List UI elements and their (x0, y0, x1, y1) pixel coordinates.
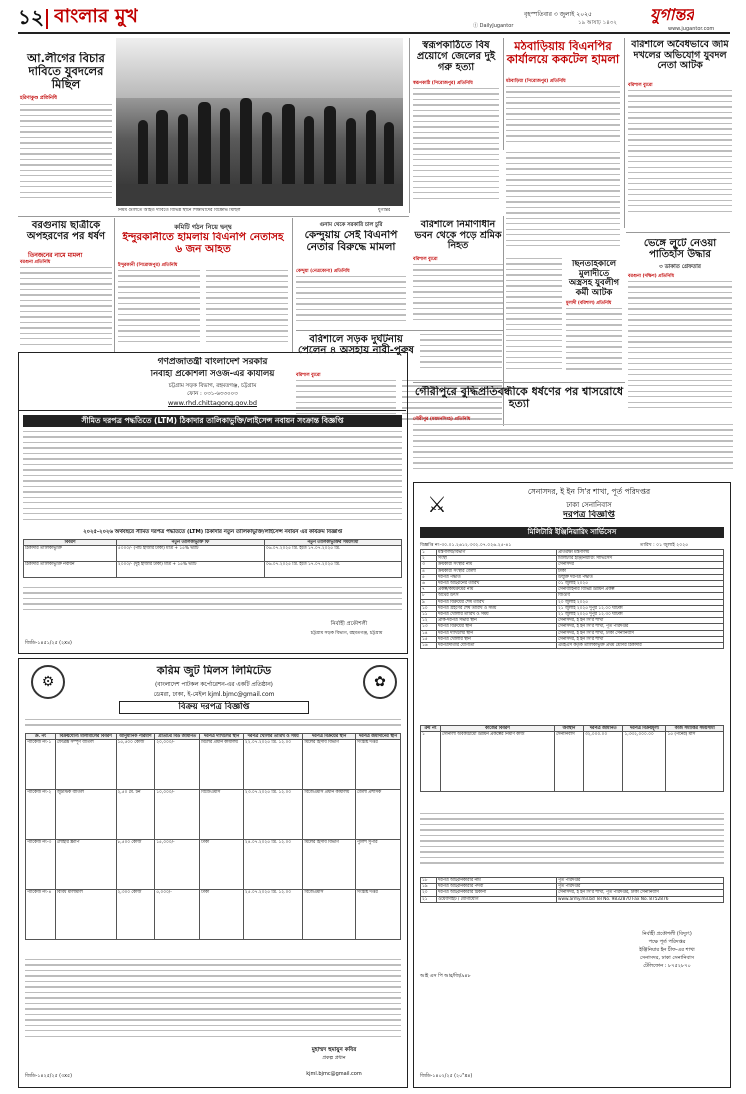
facebook-icon: ⓕ (473, 23, 479, 29)
headline-worker: বরিশালে নির্মাণাধীন ভবন থেকে পড়ে শ্রমিক নিহত (414, 220, 502, 252)
table-cell: ক্রয়কারী সংস্থার জেলা (437, 568, 557, 574)
headline-awami: আ.লীগের বিচার দাবিতে যুবদলের মিছিল (27, 52, 105, 91)
jute-title: বিক্রয় দরপত্র বিজ্ঞপ্তি (119, 701, 309, 714)
table-cell: ২১ জুলাই ২০২৫ দুপুর ১২.০০ ঘটিকা (557, 605, 724, 611)
table-row (421, 732, 724, 792)
table-cell: ৬ (421, 581, 437, 587)
army-table (420, 549, 724, 649)
table-cell: লোহার স্ক্র্যাপ (55, 840, 116, 890)
col-3: নতুন তালিকাভুক্তির সময়সীমা (264, 540, 401, 546)
table-cell: ২,৩০০ কেজি (116, 890, 155, 940)
section-title: বাংলার মুখ (54, 6, 139, 27)
website: www.jugantor.com (668, 26, 715, 32)
ad-army (413, 482, 731, 1088)
ad-ltm-office: নির্বাহী প্রকৌশলী সওজ-এর কার্যালয় (150, 370, 275, 379)
army-logo: ⚔ (427, 493, 447, 518)
renew-fee: ২০০০/- (দুই হাজার টাকা) মাত্র + ১৫% ভ্যাট (116, 562, 264, 578)
subhead-barguna: তিনজনের নামে মামলা (28, 252, 83, 259)
table-cell: সেনাসদর (557, 562, 724, 568)
table-cell: দরপত্র খোলার স্থান (437, 636, 557, 642)
jute-designation: প্রকল্প প্রধান (322, 1055, 346, 1061)
byline-accident: বরিশাল ব্যুরো (296, 373, 321, 378)
ad-ltm-sign-address: চট্টগ্রাম সড়ক বিভাগ, রহমতগঞ্জ, চট্টগ্রাম (310, 631, 383, 636)
photo-caption: নির্মম গুলিতে আহত দাবিতে বিভিন্ন স্থানে শিক্ষার্থীদের বিক্ষোভ মিছিল (118, 208, 241, 213)
table-cell: মিলের হিসাব বিভাগ (303, 740, 356, 790)
jute-terms (25, 959, 401, 1041)
army-work-table (420, 725, 724, 792)
table-cell: ০১ জুলাই ২০২৫ (557, 581, 724, 587)
jute-email[interactable]: kjml.bjmc@gmail.com (306, 1071, 362, 1077)
photo-credit: যুগান্তর (378, 208, 391, 213)
subhead-snatch: ৩ ডাকাত গ্রেফতার (659, 264, 701, 270)
table-cell: ২০,০০০/- (155, 740, 200, 790)
table-cell: সেনাসদর, ই ইন সি'র শাখা, ঢাকা সেনানিবাস (557, 630, 724, 636)
table-cell: সংস্থা (437, 556, 557, 562)
body-kolapara (118, 270, 200, 352)
table-cell: সংশ্লিষ্ট দপ্তর (355, 740, 400, 790)
table-header-cell: ক্র. নং (26, 734, 56, 740)
table-cell: পুলিশ সুপার (355, 840, 400, 890)
renew-period: ০৬.০৭.২০২৫ খ্রি. হতে ১৭.০৭.২০২৫ খ্রি. (264, 562, 401, 578)
renew-label: ঠিকাদার তালিকাভুক্তি নবায়ন (24, 562, 117, 578)
headline-land: বরিশালে অবৈধভাবে জমি দখলের অভিযোগ যুবদল নেতা আটক (631, 40, 729, 72)
table-header-cell: বিক্রয়যোগ্য মালামালের বিবরণ (55, 734, 116, 740)
table-cell: ১০ (421, 605, 437, 611)
headline-youth: ছিনতাইকালে মুলাদীতে অস্ত্রসহ যুবলীগ কর্মী আটক (568, 260, 620, 298)
table-cell: www.army.mil.bd Tel No. 9832870 Fax No. 8752876 (557, 896, 724, 902)
body-gouripur (413, 424, 733, 478)
ad-ltm-govt: গণপ্রজাতন্ত্রী বাংলাদেশ সরকার (157, 357, 268, 367)
table-cell: পূর্ত পরিদপ্তর (557, 878, 724, 884)
table-cell: সেনাসদর, ই ইন সি'র শাখা (557, 636, 724, 642)
byline-barguna: বরগুনা প্রতিনিধি (20, 260, 51, 265)
ad-ltm-code: জিডি-১৪৫১/২৫ (২x৪) (25, 641, 72, 646)
table-cell: বিজেএমসি প্রধান কার্যালয় (303, 790, 356, 840)
table-header-cell: দরপত্র দাখিলের স্থান (200, 734, 244, 740)
table-cell: ১২ (421, 618, 437, 624)
table-cell: ৫ (421, 574, 437, 580)
masthead-divider (46, 9, 48, 29)
table-cell: ১৫ (পনের) মাস (666, 732, 724, 792)
byline-land: বরিশাল ব্যুরো (628, 83, 653, 88)
jute-address: ডেমরা, ঢাকা, ই-মেইল kjml.bjmc@gmail.com (153, 691, 275, 698)
table-cell: প্যাকেজ নং-৩ (26, 840, 56, 890)
table-cell: দরপত্র পদ্ধতি (437, 574, 557, 580)
jute-intro (25, 719, 401, 731)
table-header-cell: ক্রম নং (421, 726, 441, 732)
headline-poison: স্বরূপকাঠিতে বিষ প্রয়োগে জেলের দুই গরু হত্যা (416, 40, 496, 74)
table-cell: সোনালী অবকাঠামো উন্নয়ন প্রকল্পের নির্মাণ কাজ (440, 732, 554, 792)
table-cell: দরপত্র খোলার তারিখ ও সময় (437, 612, 557, 618)
army-memo-date: তারিখ : ০১ জুলাই ২০২৫ (640, 543, 689, 548)
page-number: ১২ (18, 6, 44, 29)
table-header-cell: দরপত্র বিক্রয়ের স্থান (303, 734, 356, 740)
army-service: মিলিটারি ইঞ্জিনিয়ারিং সার্ভিসেস (420, 527, 724, 538)
table-cell: ২৪.০৭.২০২৫ খ্রি. ১২.০০ (243, 840, 302, 890)
table-cell: বিবিধ মালামাল (55, 890, 116, 940)
table-header-cell: দরপত্র জমাদানের স্থান (355, 734, 400, 740)
table-cell: ১ (421, 550, 437, 556)
table-cell: মিলিটারি ইঞ্জিনিয়ারিং সার্ভিসেস (557, 556, 724, 562)
table-cell: মন্ত্রণালয়/বিভাগ (437, 550, 557, 556)
table-cell: জিওবি (557, 593, 724, 599)
body-youth (566, 308, 622, 378)
table-cell: মিলের হিসাব বিভাগ (303, 840, 356, 890)
army-footer-table (420, 877, 724, 903)
army-sign-2: পক্ষে পূর্ত পরিদপ্তর (648, 939, 686, 945)
table-cell: সেনাসদর, ই ইন সি'র শাখা (557, 618, 724, 624)
table-cell: উন্মুক্ত দরপত্র পদ্ধতি (557, 574, 724, 580)
byline-kolapara: ইন্দুরকানী (পিরোজপুর) প্রতিনিধি (118, 263, 178, 268)
masthead (18, 6, 730, 34)
headline-case: কেন্দুয়ায় সেই বিএনপি নেতার বিরুদ্ধে মামলা (304, 230, 398, 253)
table-cell: ৮,৫০০ কেজি (116, 840, 155, 890)
ad-ltm-website[interactable]: www.rhd.chittagong.gov.bd (167, 399, 258, 407)
table-row (26, 840, 401, 890)
protest-photo (116, 38, 403, 206)
table-cell: ২ (421, 556, 437, 562)
table-cell: মিলের প্রধান কার্যালয় (200, 740, 244, 790)
table-cell: ২৫.০৭.২০২৫ খ্রি. ১২.০০ (243, 890, 302, 940)
jute-logo: ⚙ (31, 665, 65, 699)
table-cell: ২১ জুলাই ২০২৫ দুপুর ১২.৩০ ঘটিকা (557, 612, 724, 618)
table-cell: ৯ (421, 599, 437, 605)
table-cell: সেনানিবাস (554, 732, 583, 792)
jugantor-logo: যুগান্তর (650, 6, 695, 24)
table-cell: ২০ জুলাই ২০২৫ (557, 599, 724, 605)
body-worker (413, 264, 503, 326)
body-barguna (20, 267, 112, 351)
table-cell: ২,৫০ মে. টন (116, 790, 155, 840)
table-cell: ঢাকা (200, 840, 244, 890)
table-cell: দরপত্র আহ্বানকারীর পদবী (437, 884, 557, 890)
table-cell: দরপত্র বিক্রয়ের স্থান (437, 624, 557, 630)
table-header-cell: অবস্থান (554, 726, 583, 732)
table-cell: প্রতিরক্ষা মন্ত্রণালয় (557, 550, 724, 556)
table-cell: ১৪ (421, 630, 437, 636)
jute-company: করিম জুট মিলস লিমিটেড (156, 665, 272, 677)
byline-youth: মুলাদী (বরিশাল) প্রতিনিধি (566, 301, 612, 306)
kicker-kolapara: কমিটি গঠন নিয়ে দ্বন্দ্ব (174, 223, 232, 231)
bangla-date: ১৯ আষাঢ় ১৪৩২ (578, 20, 617, 26)
table-cell: জুটস্টিক বাতিল (55, 790, 116, 840)
row-label: ঠিকাদার তালিকাভুক্তি (24, 546, 117, 562)
bjmc-logo: ✿ (363, 665, 397, 699)
army-work-blank (420, 813, 724, 873)
headline-accident: বরিশালে সড়ক দুর্ঘটনায় পেলেন ৪ অসহায় নারী-পুরুষ (298, 334, 414, 357)
army-isbn: আই এস পি আর/জি/৯৪৮ (420, 974, 471, 979)
ad-ltm-title: সীমিত দরপত্র পদ্ধতিতে (LTM) ঠিকাদার তালিকাভুক্তি/লাইসেন্স নবায়ন সংক্রান্ত বিজ্ঞপ্তি (23, 415, 402, 427)
table-cell: প্যাকেজ নং-১ (26, 740, 56, 790)
table-cell: ৮ (421, 593, 437, 599)
table-cell: ওয়েবসাইট / যোগাযোগ (437, 896, 557, 902)
body-poison (413, 88, 499, 213)
table-row (26, 790, 401, 840)
table-cell: ২১ (421, 896, 437, 902)
table-cell: দরপত্র দাখিলের স্থান (437, 630, 557, 636)
army-sign-3: ইঞ্জিনিয়ার ইন চীফ-এর শাখা (639, 947, 695, 953)
table-cell: বিজেএমসি (303, 890, 356, 940)
table-cell: ১৫,৫০০ কেজি (116, 740, 155, 790)
table-cell: দরপত্র আহ্বানকারীর নাম (437, 878, 557, 884)
table-cell: ২৩.০৭.২০২৫ খ্রি. ১২.০০ (243, 790, 302, 840)
headline-bomb: মঠবাড়িয়ায় বিএনপির কার্যালয়ে ককটেল হামলা (506, 40, 620, 66)
table-cell: ঢাকা (557, 568, 724, 574)
table-cell: সেনাসদর, ই ইন সি'র শাখা, পূর্ত পরিদপ্তর, ঢাকা সেনানিবাস (557, 890, 724, 896)
table-cell: পূর্ত পরিদপ্তর (557, 884, 724, 890)
table-cell: দরপত্র আহ্বানের তারিখ (437, 581, 557, 587)
headline-barguna: বরগুনায় ছাত্রীকে অপহরণের পর ধর্ষণ (26, 220, 106, 243)
table-header-cell: আনুমানিক পরিমাণ (116, 734, 155, 740)
army-sign-4: সেনাসদর, ঢাকা সেনানিবাস (639, 955, 695, 961)
table-cell: এমইএস কর্তৃক তালিকাভুক্ত প্রথম শ্রেণির ঠিকাদার (557, 643, 724, 649)
table-header-cell: কাজ সমাপ্তির সময়সীমা (666, 726, 724, 732)
table-cell: সেনাসদর, ই ইন সি'র শাখা, পূর্ত পরিদপ্তর (557, 624, 724, 630)
row-period: ০৬.০৭.২০২৫ খ্রি. হতে ১৭.০৭.২০২৫ খ্রি. (264, 546, 401, 562)
army-sign-1: নির্বাহী প্রকৌশলী (বিদ্যুৎ) (642, 931, 692, 937)
army-code: জিডি-১৪০২/২৫ (২০"x৪) (420, 1074, 473, 1079)
jute-signature: মুহাম্মদ হুমায়ুন কবির (311, 1047, 357, 1053)
ad-ltm-address: চট্টগ্রাম সড়ক বিভাগ, রহমতগঞ্জ, চট্টগ্রাম (168, 383, 257, 389)
body-land (628, 90, 732, 228)
army-tel: টেলিফোন : ৮৭৫২৮৭০ (643, 963, 691, 969)
body-bomb (506, 86, 620, 150)
table-cell: সংশ্লিষ্ট দপ্তর (355, 890, 400, 940)
table-cell: জেলা প্রশাসক (355, 790, 400, 840)
jute-table (25, 733, 401, 940)
table-header-cell: দরপত্র বিক্রয়মূল্য (623, 726, 666, 732)
date-line: বৃহস্পতিবার ৩ জুলাই ২০২৫ (524, 11, 592, 18)
table-cell: প্যাকেজ নং-২ (26, 790, 56, 840)
ad-ltm-notes (23, 587, 402, 615)
byline-poison: স্বরূপকাঠি (পিরোজপুর) প্রতিনিধি (413, 81, 473, 86)
table-cell: ৪ (421, 568, 437, 574)
table-header-cell: কাজের বিবরণ (440, 726, 554, 732)
table-cell: দরপত্র আহ্বানকারীর ঠিকানা (437, 890, 557, 896)
jute-subtitle: (বাংলাদেশ পাটকল কর্পোরেশন-এর একটি প্রতিষ্ঠান) (155, 682, 273, 688)
table-cell: ১৯ (421, 884, 437, 890)
table-cell: ১৫ (421, 636, 437, 642)
table-cell: ২২.০৭.২০২৫ খ্রি. ১২.০০ (243, 740, 302, 790)
ad-ltm-phone: ফোন : ০৩১-৬৩৩০০৩ (187, 391, 238, 397)
table-cell: ৫,০০০/- (155, 890, 200, 940)
body-youth-2 (506, 258, 562, 378)
ad-ltm-signature: নির্বাহী প্রকৌশলী (330, 621, 368, 627)
table-cell: সেনাবাহিনীর বিভিন্ন উন্নয়ন প্রকল্প (557, 587, 724, 593)
byline-worker: বরিশাল ব্যুরো (413, 257, 438, 262)
table-cell: ঢাকা (200, 890, 244, 940)
table-header-cell: দরপত্র খোলার তারিখ ও সময় (243, 734, 302, 740)
body-case (296, 276, 406, 328)
table-header-cell: দরপত্র জামানত (583, 726, 623, 732)
table-cell: ২০ (421, 890, 437, 896)
table-cell: ১৩ (421, 624, 437, 630)
table-cell: প্রাক-দরপত্র সভার স্থান (437, 618, 557, 624)
table-cell: ৩২,০০০.০০ (583, 732, 623, 792)
headline-gouripur: গৌরীপুরে বুদ্ধিপ্রতিবন্ধীকে ধর্ষণের পর শ্বাসরোধে হত্যা (414, 386, 624, 411)
jute-code: জিডি-১৪২৫/২৫ (৩x৫) (25, 1074, 72, 1079)
table-cell: প্রকল্প/কার্যক্রমের নাম (437, 587, 557, 593)
byline-case: কেন্দুয়া (নেত্রকোনা) প্রতিনিধি (296, 269, 350, 274)
army-place: ঢাকা সেনানিবাস (566, 501, 612, 509)
body-worker-2 (420, 334, 502, 376)
table-cell: দরপত্রদাতার যোগ্যতা (437, 643, 557, 649)
table-cell: ১১ (421, 612, 437, 618)
table-cell: দরপত্র বিক্রয়ের শেষ তারিখ (437, 599, 557, 605)
social-handle: ⓕ DailyJugantor (473, 23, 514, 29)
ad-ltm-table-caption: ২০২৫-২০২৬ অর্থবছরে সীমিত দরপত্র পদ্ধতিতে (LTM) ঠিকাদার নতুন তালিকাভুক্তি/লাইসেন্স নবায়ন এর কার্যক্রম বিজ্ঞপ্তি (83, 529, 342, 535)
ad-jute (18, 658, 408, 1088)
table-cell: ক্রয়কারী সংস্থার নাম (437, 562, 557, 568)
headline-kolapara: ইন্দুরকানীতে হামলায় বিএনপি নেতাসহ ৬ জন আহত (122, 232, 284, 255)
table-cell: ১,৩৩২,০০০.০০ (623, 732, 666, 792)
table-row (26, 740, 401, 790)
army-title: দরপত্র বিজ্ঞপ্তি (563, 510, 615, 520)
body-bomb-2 (506, 152, 620, 256)
table-cell: ১০,০০০/- (155, 790, 200, 840)
table-cell: ৩ (421, 562, 437, 568)
ad-ltm-table (23, 539, 402, 578)
table-cell: ১৬ (421, 643, 437, 649)
body-awami (20, 104, 112, 204)
col-1: বিবরণ (24, 540, 117, 546)
byline-snatch: বরগুনা (দক্ষিণ) প্রতিনিধি (628, 274, 675, 279)
table-cell: ফেব্রিক্স সম্পূর্ণ বাতিল (55, 740, 116, 790)
ad-ltm-body (23, 431, 402, 525)
army-header: সেনাসদর, ই ইন সি'র শাখা, পূর্ত পরিদপ্তর (527, 487, 651, 496)
headline-snatch: ভেঙ্গে লুটে নেওয়া পাতিহাঁস উদ্ধার (643, 238, 717, 261)
body-kolapara-2 (206, 270, 288, 352)
ad-ltm (18, 352, 408, 654)
table-cell: অর্থের উৎস (437, 593, 557, 599)
table-row (421, 643, 724, 649)
byline-bomb: মঠবাড়িয়া (পিরোজপুর) প্রতিনিধি (506, 79, 566, 84)
table-cell: ১ (421, 732, 441, 792)
table-row (421, 896, 724, 902)
table-cell: ১৮ (421, 878, 437, 884)
table-cell: ৭ (421, 587, 437, 593)
army-memo: বিজ্ঞপ্তি নং-৩০.০১.২৬১২.৩৩২.০৭.০২৬.২৫-৪১ (420, 543, 512, 548)
col-2: নতুন তালিকাভুক্তি ফি (116, 540, 264, 546)
byline-awami: হরিণাকুণ্ড প্রতিনিধি (20, 96, 57, 101)
row-fee: ৫০০০/- (পাঁচ হাজার টাকা) মাত্র + ১৫% ভ্যাট (116, 546, 264, 562)
table-cell: বিজেএমসি (200, 790, 244, 840)
table-cell: দরপত্র গ্রহণের শেষ তারিখ ও সময় (437, 605, 557, 611)
table-header-cell: প্রতিটির বিড জামানত (155, 734, 200, 740)
table-cell: প্যাকেজ নং-৪ (26, 890, 56, 940)
byline-gouripur: গৌরীপুর (ময়মনসিংহ) প্রতিনিধি (413, 417, 471, 422)
table-cell: ১৫,০০০/- (155, 840, 200, 890)
kicker-case: গুনাম থেকে সরকারি চাল চুরি (319, 222, 383, 228)
body-snatch (628, 281, 732, 421)
table-row (26, 890, 401, 940)
